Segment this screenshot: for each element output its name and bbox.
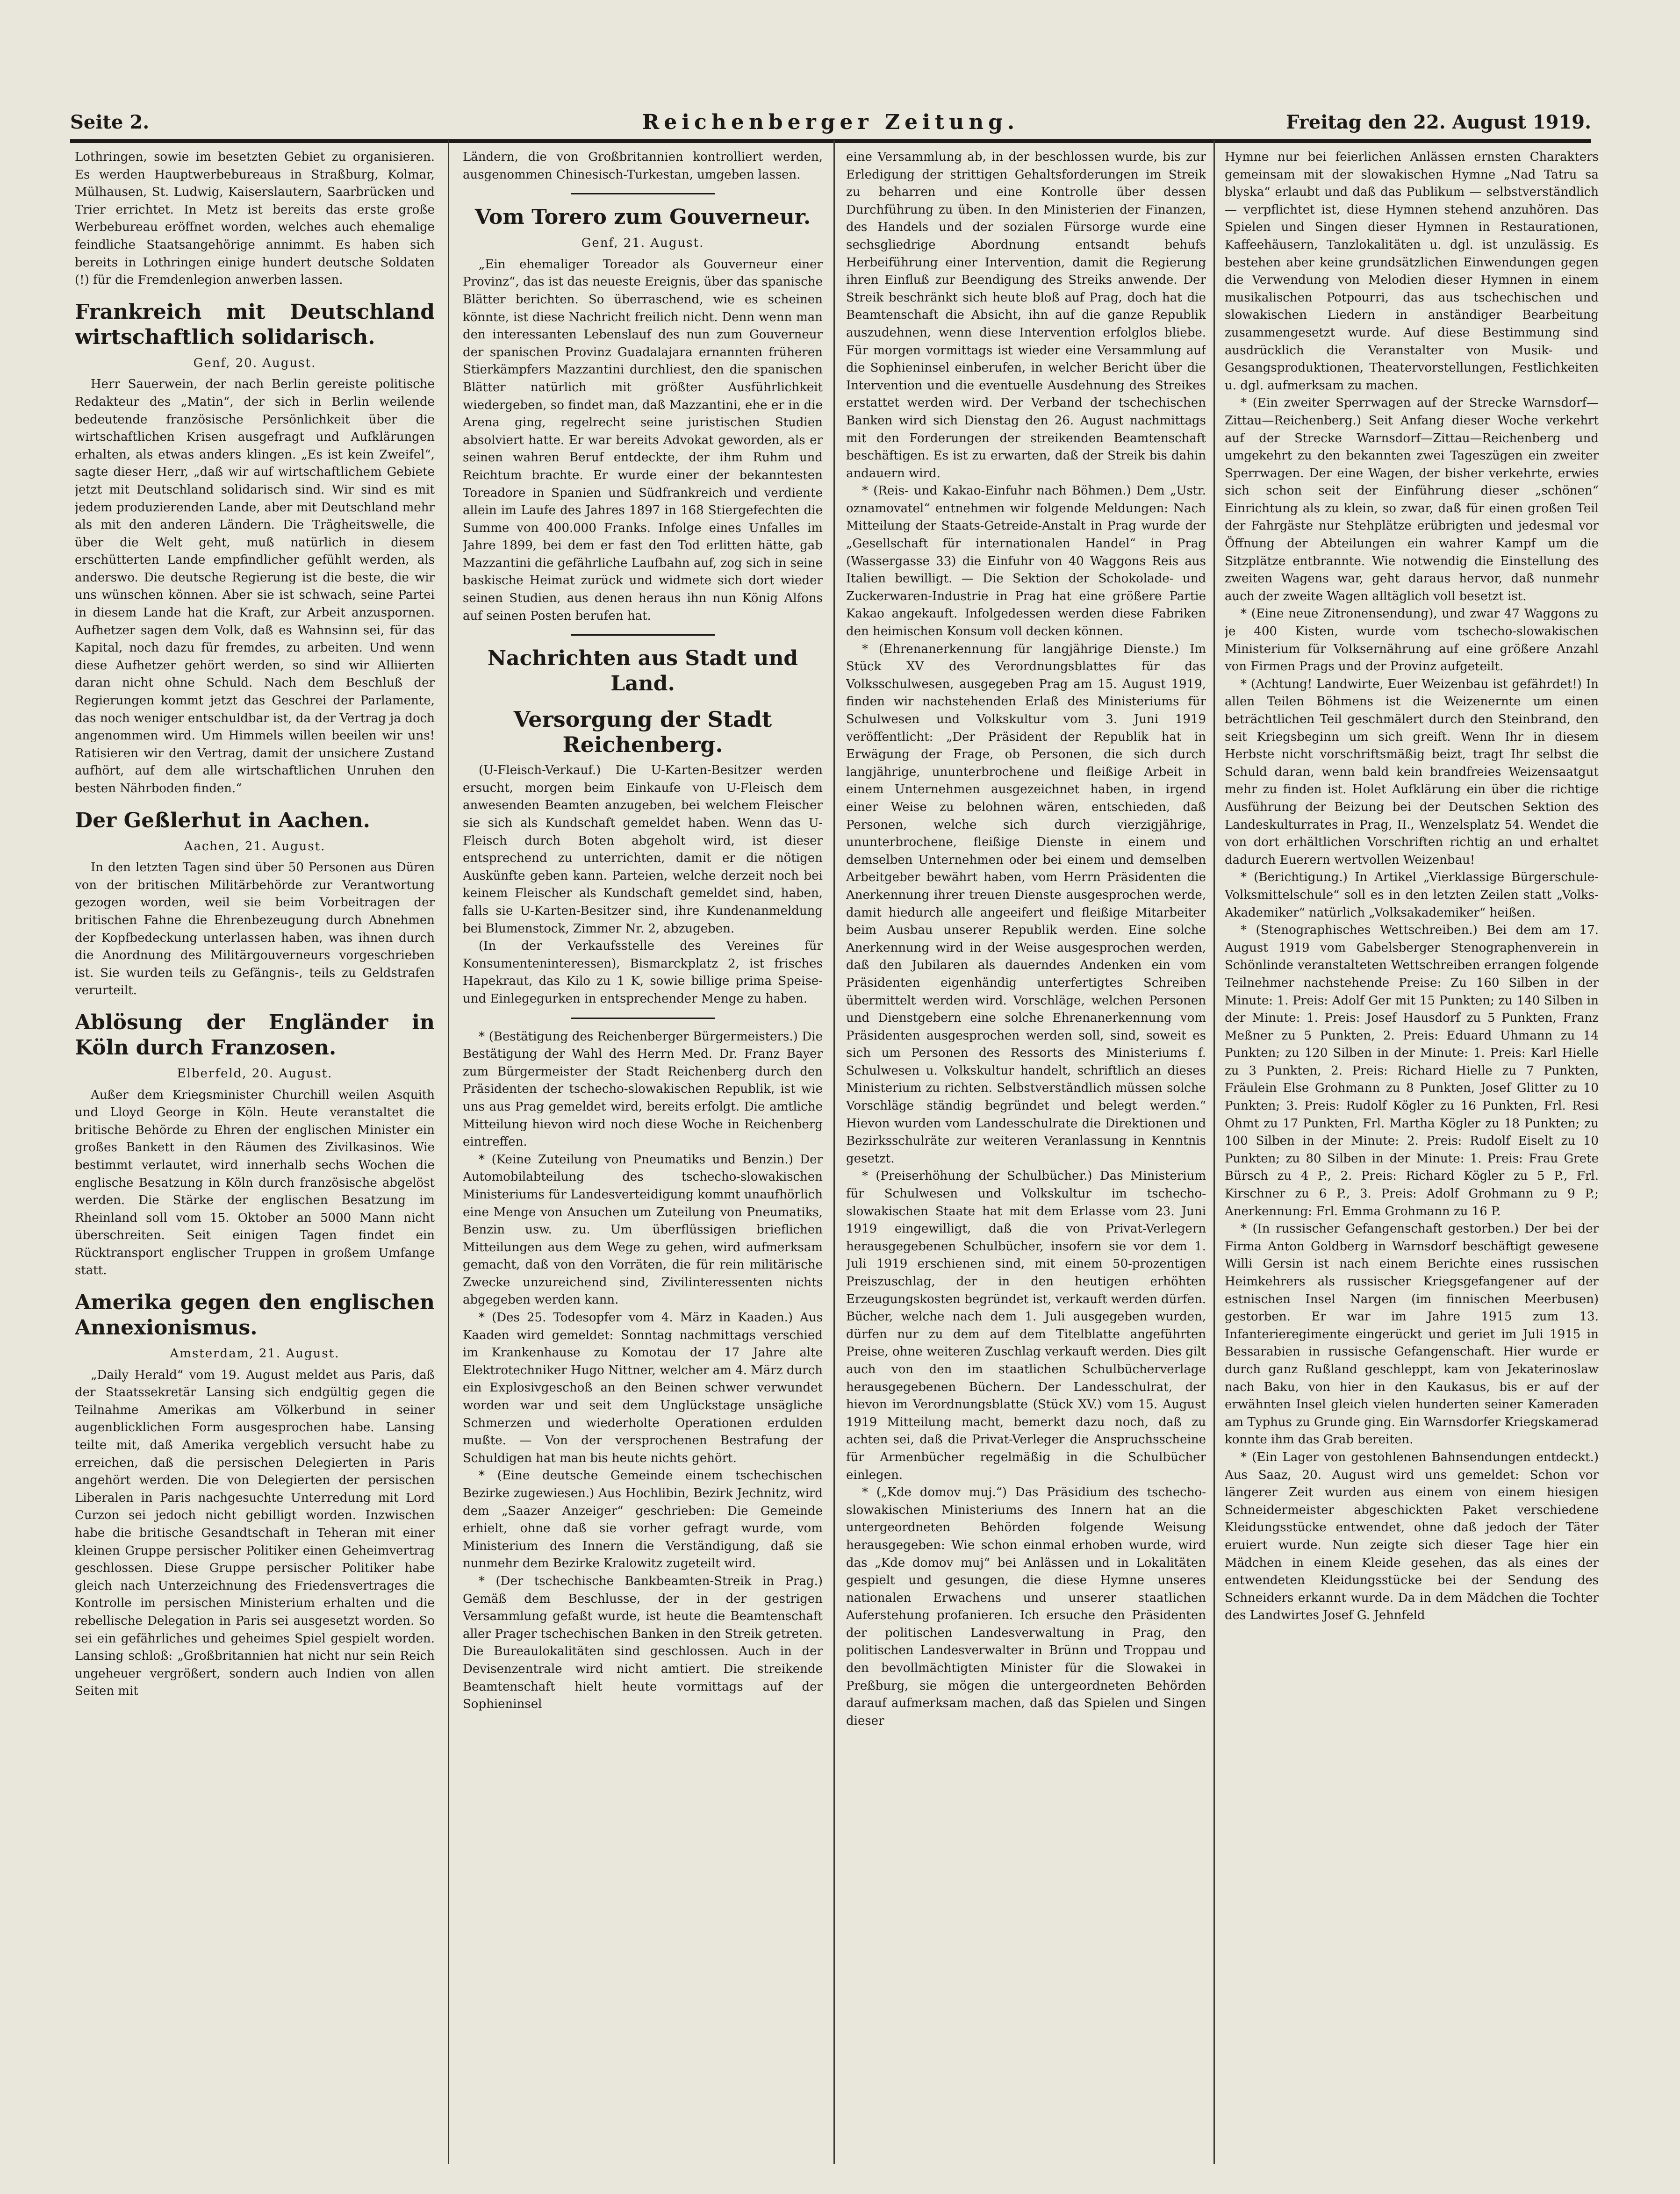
column-rule	[448, 140, 449, 2164]
article-text: „Daily Herald“ vom 19. August meldet aus Paris, daß der Staatssekretär Lansing sich endgültig gegen die Teilnahme Amerikas am Völkerbund in seiner augenblicklichen Form ausgesprochen habe. Lansing teilte mit, daß Amerika vergeblich versucht habe zu erreichen, daß die persischen Delegierten in Paris angehört werden. Die von Delegierten der persischen Liberalen in Paris nachgesuchte Unterredung mit Lord Curzon sei jedoch nicht gebilligt worden. Inzwischen habe die britische Gesandtschaft in Teheran mit einer kleinen Gruppe persischer Politiker einen Geheimvertrag geschlossen. Diese Gruppe persischer Politiker habe gleich nach Unterzeichnung des Friedensvertrages die Kontrolle im persischen Ministerium erhalten und die rebellische Delegation in Paris sei ausgesetzt worden. So sei ein gefährliches und geheimes Spiel gespielt worden. Lansing schloß: „Großbritannien hat nicht nur sein Reich ungeheuer vergrößert, sondern auch Indien von allen Seiten mit	[75, 1368, 435, 1699]
article-text: Lothringen, sowie im besetzten Gebiet zu organisieren. Es werden Hauptwerbebureaus in Straßburg, Kolmar, Mülhausen, St. Ludwig, Kaiserslautern, Saarbrücken und Trier errichtet. In Metz ist bereits das erste große Werbebureau eröffnet worden, welches auch ehemalige feindliche Staatsangehörige annimmt. Es haben sich bereits in Lothringen einige hundert deutsche Soldaten (!) für die Fremdenlegion anwerben lassen.	[75, 150, 435, 287]
article-text: Herr Sauerwein, der nach Berlin gereiste politische Redakteur des „Matin“, der sich in Berlin weilende bedeutende französische Persönlichkeit über die wirtschaftlichen Krisen ausgefragt und Aufklärungen erhalten, als etwas anders klingen. „Es ist kein Zweifel“, sagte dieser Herr, „daß wir auf wirtschaftlichem Gebiete jetzt mit Deutschland solidarisch sind. Wir sind es mit jedem produzierenden Lande, aber mit Deutschland mehr als mit den anderen Ländern. Die Trägheitswelle, die über die Welt geht, muß natürlich in diesem erschütterten Lande empfindlicher gefühlt werden, als anderswo. Die deutsche Regierung ist die beste, die wir uns wünschen können. Aber sie ist schwach, seine Partei in diesem Lande hat die Kraft, zur Arbeit anzuspornen. Aufhetzer sagen dem Volk, daß es Wahnsinn sei, für das Kapital, noch dazu für fremdes, zu arbeiten. Und wenn diese Aufhetzer gehört werden, so sind wir Alliierten daran nicht ohne Schuld. Nach dem Beschluß der Regierungen kommt jetzt das Geschrei der Parlamente, das noch weniger entschuldbar ist, da der Vertrag ja doch angenommen wird. Um Himmels willen beeilen wir uns! Ratisieren wir den Vertrag, damit der unsichere Zustand aufhört, auf dem alle wirtschaftlichen Unruhen den besten Nährboden finden.“	[75, 377, 435, 796]
article-text: „Ein ehemaliger Toreador als Gouverneur einer Provinz“, das ist das neueste Ereignis, über das spanische Blätter berichten. So überraschend, wie es scheinen könnte, ist diese Nachricht freilich nicht. Denn wenn man den interessanten Lebenslauf des nun zum Gouverneur der spanischen Provinz Guadalajara ernannten früheren Stierkämpfers Mazzantini durchliest, den die spanischen Blätter natürlich mit größter Ausführlichkeit wiedergeben, so findet man, daß Mazzantini, ehe er in die Arena ging, regelrecht seine juristischen Studien absolviert hatte. Er war bereits Advokat geworden, als er seinen wahren Beruf entdeckte, der ihm Ruhm und Reichtum brachte. Er wurde einer der bekanntesten Toreadore in Spanien und Südfrankreich und verdiente allein im Laufe des Jahres 1897 in 168 Stiergefechten die Summe von 400.000 Franks. Infolge eines Unfalles im Jahre 1899, bei dem er fast den Tod erlitten hätte, gab Mazzantini die gefährliche Laufbahn auf, zog sich in seine baskische Heimat zurück und widmete sich dort wieder seinen Studien, aus denen heraus ihn nun König Alfons auf seinen Posten berufen hat.	[463, 257, 823, 623]
news-item: * (Preiserhöhung der Schulbücher.) Das Ministerium für Schulwesen und Volkskultur im tschecho-slowakischen Staate hat mit dem Erlasse vom 23. Juni 1919 eingewilligt, daß die von Privat-Verlegern herausgegebenen Schulbücher, insofern sie vor dem 1. Juli 1919 erschienen sind, mit einem 50-prozentigen Preiszuschlag, der in den heutigen erhöhten Erzeugungskosten begründet ist, verkauft werden dürfen. Bücher, welche nach dem 1. Juli ausgegeben wurden, dürfen nur zu dem auf dem Titelblatte angeführten Preise, ohne weiteren Zuschlag verkauft werden. Dies gilt auch von den im staatlichen Schulbücherverlage herausgegebenen Büchern. Der Landesschulrat, der hievon im Verordnungsblatte (Stück XV.) vom 15. August 1919 Mitteilung macht, bemerkt dazu noch, daß zu achten sei, daß die Privat-Verleger die Anspruchsscheine für Armenbücher regelmäßig in die Schulbücher einlegen.	[846, 1169, 1206, 1482]
news-item: * (Stenographisches Wettschreiben.) Bei dem am 17. August 1919 vom Gabelsberger Stenographenverein in Schönlinde veranstalteten Wettschreiben errangen folgende Teilnehmer nachstehende Preise: Zu 160 Silben in der Minute: 1. Preis: Adolf Ger mit 15 Punkten; zu 140 Silben in der Minute: 1. Preis: Josef Hausdorf zu 5 Punkten, Franz Meßner zu 5 Punkten, 2. Preis: Eduard Uhmann zu 14 Punkten; zu 120 Silben in der Minute: 1. Preis: Karl Hielle zu 3 Punkten, 2. Preis: Richard Hielle zu 7 Punkten, Fräulein Else Grohmann zu 8 Punkten, Josef Glitter zu 10 Punkten; 3. Preis: Rudolf Kögler zu 16 Punkten, Frl. Resi Ohmt zu 17 Punkten, Frl. Martha Kögler zu 18 Punkten; zu 100 Silben in der Minute: 2. Preis: Rudolf Eiselt zu 10 Punkten; zu 80 Silben in der Minute: 1. Preis: Frau Grete Bürsch zu 4 P., 2. Preis: Richard Kögler zu 5 P., Frl. Kirschner zu 6 P., 3. Preis: Adolf Grohmann zu 9 P.; Anerkennung: Frl. Emma Grohmann zu 16 P.	[1225, 923, 1599, 1219]
dateline: Aachen, 21. August.	[184, 839, 326, 853]
column-3	[846, 149, 1206, 2158]
news-item: * (Achtung! Landwirte, Euer Weizenbau ist gefährdet!) In allen Teilen Böhmens ist die Weizenernte um einen beträchtlichen Teil geschmälert durch den Steinbrand, den seit Kriegsbeginn um sich greift. Wenn Ihr in diesem Herbste nicht vorschriftsmäßig beizt, tragt Ihr selbst die Schuld daran, wenn bald kein brandfreies Weizensaatgut mehr zu finden ist. Holet Aufklärung ein über die richtige Ausführung der Beizung bei der Deutschen Sektion des Landeskulturrates in Prag, II., Wenzelsplatz 54. Wendet die von dort erhältlichen Vorschriften richtig an und erhaltet dadurch Euerern wertvollen Weizenbau!	[1225, 677, 1599, 867]
article-text: (In der Verkaufsstelle des Vereines für Konsumenteninteressen), Bismarckplatz 2, ist frisches Hapekraut, das Kilo zu 1 K, sowie billige prima Speise- und Einlegegurken in entsprechender Menge zu haben.	[463, 939, 823, 1006]
article-text: Außer dem Kriegsminister Churchill weilen Asquith und Lloyd George in Köln. Heute veranstaltet die britische Behörde zu Ehren der englischen Minister ein großes Bankett in den Räumen des Zivilkasinos. Wie bestimmt verlautet, wird innerhalb sechs Wochen die englische Besatzung in Köln durch französische abgelöst werden. Die Stärke der englischen Besatzung im Rheinland soll vom 15. Oktober an 5000 Mann nicht überschreiten. Seit einigen Tagen findet ein Rücktransport englischer Truppen in großem Umfange statt.	[75, 1088, 435, 1278]
column-rule	[833, 140, 835, 2164]
column-2	[463, 149, 823, 2158]
news-item: * (Reis- und Kakao-Einfuhr nach Böhmen.) Dem „Ustr. oznamovatel“ entnehmen wir folgende Meldungen: Nach Mitteilung der Staats-Getreide-Anstalt in Prag wurde der „Gesellschaft für internationalen Handel“ in Prag (Wassergasse 33) die Einfuhr von 40 Waggons Reis aus Italien bewilligt. — Die Sektion der Schokolade- und Zuckerwaren-Industrie in Prag hat eine größere Partie Kakao angekauft. Infolgedessen werden diese Fabriken den heimischen Konsum voll decken können.	[846, 484, 1206, 639]
dateline: Genf, 20. August.	[193, 356, 316, 370]
article-headline: Der Geßlerhut in Aachen.	[75, 808, 370, 832]
article-headline: Vom Torero zum Gouverneur.	[474, 205, 811, 229]
article-text: (U-Fleisch-Verkauf.) Die U-Karten-Besitzer werden ersucht, morgen beim Einkaufe von U-Fleisch dem anwesenden Beamten anzugeben, bei welchem Fleischer sie sich als Kundschaft gemeldet haben. Wenn das U-Fleisch durch Boten abgeholt wird, ist dieser entsprechend zu unterrichten, damit er die nötigen Auskünfte geben kann. Parteien, welche derzeit noch bei keinem Fleischer als Kundschaft gemeldet sind, haben, falls sie U-Karten-Besitzer sind, ihre Kundenanmeldung bei Blumenstock, Zimmer Nr. 2, abzugeben.	[463, 763, 823, 936]
separator-line	[571, 634, 715, 636]
news-item: * (Eine deutsche Gemeinde einem tschechischen Bezirke zugewiesen.) Aus Hochlibin, Bezirk Jechnitz, wird dem „Saazer Anzeiger“ geschrieben: Die Gemeinde erhielt, ohne daß sie vorher gefragt wurde, vom Ministerium des Innern die Verständigung, daß sie nunmehr dem Bezirke Kralowitz zugeteilt wird.	[463, 1469, 823, 1571]
news-item: * (Keine Zuteilung von Pneumatiks und Benzin.) Der Automobilabteilung des tschecho-slowakischen Ministeriums für Landesverteidigung kommt unaufhörlich eine Menge von Ansuchen um Zuteilung von Pneumatiks, Benzin usw. zu. Um überflüssigen brieflichen Mitteilungen aus dem Wege zu gehen, wird aufmerksam gemacht, daß von den Vorräten, die für rein militärische Zwecke unzureichend sind, Zivilinteressenten nichts abgegeben werden kann.	[463, 1152, 823, 1307]
issue-date: Freitag den 22. August 1919.	[1286, 111, 1591, 133]
news-item: * (Ehrenanerkennung für langjährige Dienste.) Im Stück XV des Verordnungsblattes für das Volksschulwesen, ausgegeben Prag am 15. August 1919, finden wir nachstehenden Erlaß des Ministeriums für Schulwesen und Volkskultur vom 3. Juni 1919 veröffentlicht: „Der Präsident der Republik hat in Erwägung der Frage, ob Personen, die sich durch langjährige, ununterbrochene und fleißige Arbeit in einem Unternehmen ausgezeichnet haben, in irgend einer Weise zu belohnen wären, entschieden, daß Personen, welche sich durch vierzigjährige, ununterbrochene, fleißige Dienste in einem und demselben Unternehmen oder bei einem und demselben Arbeitgeber bewährt haben, vom Herrn Präsidenten die Anerkennung ihrer treuen Dienste ausgesprochen werde, damit hiedurch alle angeeifert und fleißige Mitarbeiter beim Ausbau unserer Republik werden. Eine solche Anerkennung wird in der Weise ausgesprochen werden, daß den Jubilaren als dauerndes Andenken ein vom Präsidenten eigenhändig unterfertigtes Schreiben übermittelt werden wird. Vorschläge, welchen Personen und Dienstgebern eine solche Ehrenanerkennung vom Präsidenten ausgesprochen werden soll, sind, soweit es sich um Personen des Ressorts des Ministeriums f. Schulwesen u. Volkskultur handelt, schriftlich an dieses Ministerium zu richten. Selbstverständlich müssen solche Vorschläge ständig begründet und belegt werden.“ Hievon wurden vom Landesschulrate die Direktionen und Bezirksschulräte zur weiteren Veranlassung in Kenntnis gesetzt.	[846, 642, 1206, 1166]
dateline: Amsterdam, 21. August.	[170, 1347, 340, 1361]
news-item: * (Ein zweiter Sperrwagen auf der Strecke Warnsdorf—Zittau—Reichenberg.) Seit Anfang dieser Woche verkehrt auf der Strecke Warnsdorf—Zittau—Reichenberg und umgekehrt zu den bekannten zwei Tageszügen ein zweiter Sperrwagen. Der eine Wagen, der bisher verkehrte, erwies sich schon seit der Einführung dieser „schönen“ Einrichtung als zu klein, so zwar, daß für einen großen Teil der Fahrgäste nur Stehplätze erübrigten und jedesmal vor Öffnung der Abteilungen ein wahrer Kampf um die Sitzplätze entbrannte. Wie notwendig die Einstellung des zweiten Wagens war, geht daraus hervor, daß nunmehr auch der zweite Wagen alltäglich voll besetzt ist.	[1225, 396, 1599, 603]
news-item: * (Berichtigung.) In Artikel „Vierklassige Bürgerschule-Volksmittelschule“ soll es in den letzten Zeilen statt „Volks-Akademiker“ natürlich „Volksakademiker“ heißen.	[1225, 870, 1599, 920]
dateline: Elberfeld, 20. August.	[177, 1066, 333, 1081]
news-item: * (Ein Lager von gestohlenen Bahnsendungen entdeckt.) Aus Saaz, 20. August wird uns gemeldet: Schon vor längerer Zeit wurden aus einem von einem hiesigen Schneidermeister abgeschickten Paket verschiedene Kleidungsstücke entwendet, ohne daß jedoch der Täter eruiert wurde. Nun zeigte sich dieser Tage hier ein Mädchen in einem Kleide gesehen, das als eines der entwendeten Kleidungsstücke bei der Sendung des Schneiders erkannt wurde. Da in dem Mädchen die Tochter des Landwirtes Josef G. Jehnfeld	[1225, 1450, 1599, 1623]
news-item: * (Der tschechische Bankbeamten-Streik in Prag.) Gemäß dem Beschlusse, der in der gestrigen Versammlung gefaßt wurde, ist heute die Beamtenschaft aller Prager tschechischen Banken in den Streik getreten. Die Bureaulokalitäten sind geschlossen. Auch in der Devisenzentrale wird nicht amtiert. Die streikende Beamtenschaft hielt heute vormittags auf der Sophieninsel	[463, 1574, 823, 1712]
news-item: eine Versammlung ab, in der beschlossen wurde, bis zur Erledigung der strittigen Gehaltsforderungen im Streik zu beharren und eine Kontrolle über dessen Durchführung zu üben. In den Ministerien der Finanzen, des Handels und der sozialen Fürsorge wurde eine sechsgliedrige Abordnung entsandt behufs Herbeiführung einer Intervention, damit die Regierung ihren Einfluß zur Beendigung des Streiks anwende. Der Streik beschränkt sich heute bloß auf Prag, doch hat die Beamtenschaft die Absicht, ihn auf die ganze Republik auszudehnen, wenn diese Intervention erfolglos bliebe. Für morgen vormittags ist wieder eine Versammlung auf die Sophieninsel einberufen, in welcher Bericht über die Intervention und die eventuelle Ausdehnung des Streikes erstattet werden wird. Der Verband der tschechischen Banken wird sich Dienstag den 26. August nachmittags mit den Forderungen der streikenden Beamtenschaft beschäftigen. Es ist zu erwarten, daß der Streik bis dahin andauern wird.	[846, 150, 1206, 480]
news-item: * (Bestätigung des Reichenberger Bürgermeisters.) Die Bestätigung der Wahl des Herrn Med. Dr. Franz Bayer zum Bürgermeister der Stadt Reichenberg durch den Präsidenten der tschecho-slowakischen Republik, ist wie uns aus Prag gemeldet wird, bereits erfolgt. Die amtliche Mitteilung hievon wird noch diese Woche in Reichenberg eintreffen.	[463, 1029, 823, 1149]
column-4	[1225, 149, 1599, 2158]
separator-line	[571, 1018, 715, 1019]
page-header	[70, 107, 1591, 143]
article-headline: Amerika gegen den englischen Annexionismus.	[75, 1291, 435, 1340]
newspaper-title: Reichenberger Zeitung.	[642, 110, 1019, 134]
article-headline: Frankreich mit Deutschland wirtschaftlich solidarisch.	[75, 300, 435, 349]
news-item: * (Eine neue Zitronensendung), und zwar 47 Waggons zu je 400 Kisten, wurde vom tschecho-slowakischen Ministerium für Volksernährung auf eine größere Anzahl von Firmen Prags und der Provinz aufgeteilt.	[1225, 607, 1599, 674]
article-text: Ländern, die von Großbritannien kontrolliert werden, ausgenommen Chinesisch-Turkestan, umgeben lassen.	[463, 150, 823, 182]
dateline: Genf, 21. August.	[581, 236, 704, 251]
article-headline: Versorgung der Stadt Reichenberg.	[513, 707, 772, 758]
article-text: In den letzten Tagen sind über 50 Personen aus Düren von der britischen Militärbehörde zur Verantwortung gezogen worden, weil sie beim Vorbeitragen der britischen Fahne die Ehrenbezeugung durch Abnehmen der Kopfbedeckung unterlassen haben, was ihnen durch die Anordnung des Militärgouverneurs vorgeschrieben ist. Sie wurden teils zu Gefängnis-, teils zu Geldstrafen verurteilt.	[75, 860, 435, 998]
section-heading: Nachrichten aus Stadt und Land.	[487, 646, 798, 696]
news-item: * („Kde domov muj.“) Das Präsidium des tschecho-slowakischen Ministeriums des Innern hat an die untergeordneten Behörden folgende Weisung herausgegeben: Wie schon einmal erhoben wurde, wird das „Kde domov muj“ bei Anlässen und in Lokalitäten gespielt und gesungen, die diese Hymne unseres nationalen Erwachens und unserer staatlichen Auferstehung profanieren. Ich ersuche den Präsidenten der politischen Landesverwaltung in Prag, den politischen Landesverwalter in Brünn und Troppau und den bevollmächtigten Minister für die Slowakei in Preßburg, sie mögen die untergeordneten Behörden darauf aufmerksam machen, daß das Spielen und Singen dieser	[846, 1485, 1206, 1728]
column-1	[75, 149, 435, 2158]
news-item: Hymne nur bei feierlichen Anlässen ernsten Charakters gemeinsam mit der slowakischen Hymne „Nad Tatru sa blyska“ erlaubt und daß das Publikum — selbstverständlich — verpflichtet ist, diese Hymnen stehend anzuhören. Das Spielen und Singen dieser Hymnen in Restaurationen, Kaffeehäusern, Tanzlokalitäten u. dgl. ist unzulässig. Es bestehen aber keine grundsätzlichen Einwendungen gegen die Verwendung von Melodien dieser Hymnen in einem musikalischen Potpourri, das aus tschechischen und slowakischen Liedern in anständiger Bearbeitung zusammengesetzt wurde. Auf diese Bestimmung sind ausdrücklich die Veranstalter von Musik- und Gesangsproduktionen, Theatervorstellungen, Festlichkeiten u. dgl. aufmerksam zu machen.	[1225, 150, 1599, 393]
separator-line	[571, 193, 715, 194]
news-item: * (Des 25. Todesopfer vom 4. März in Kaaden.) Aus Kaaden wird gemeldet: Sonntag nachmittags verschied im Krankenhause zu Komotau der 17 Jahre alte Elektrotechniker Hugo Nittner, welcher am 4. März durch ein Explosivgeschoß an den Beinen schwer verwundet worden war und seit dem Unglückstage unsägliche Schmerzen und wiederholte Operationen erdulden mußte. — Von der versprochenen Bestrafung der Schuldigen hat man bis heute nichts gehört.	[463, 1311, 823, 1465]
page-number: Seite 2.	[70, 111, 150, 133]
article-headline: Ablösung der Engländer in Köln durch Franzosen.	[75, 1010, 435, 1060]
column-rule	[1213, 140, 1215, 2164]
news-item: * (In russischer Gefangenschaft gestorben.) Der bei der Firma Anton Goldberg in Warnsdorf beschäftigt gewesene Willi Gersin ist nach einem Berichte eines russischen Heimkehrers als russischer Kriegsgefangener auf der estnischen Insel Nargen (im finnischen Meerbusen) gestorben. Er war im Jahre 1915 zum 13. Infanterieregimente eingerückt und geriet im Juli 1915 in Bessarabien in russische Gefangenschaft. Hier wurde er durch ganz Rußland geschleppt, kam von Jekaterinoslaw nach Baku, von hier in den Kaukasus, bis er auf der erwähnten Insel gleich vielen hunderten seiner Kameraden am Typhus zu Grunde ging. Ein Warnsdorfer Kriegskamerad konnte ihm das Grab bereiten.	[1225, 1222, 1599, 1447]
